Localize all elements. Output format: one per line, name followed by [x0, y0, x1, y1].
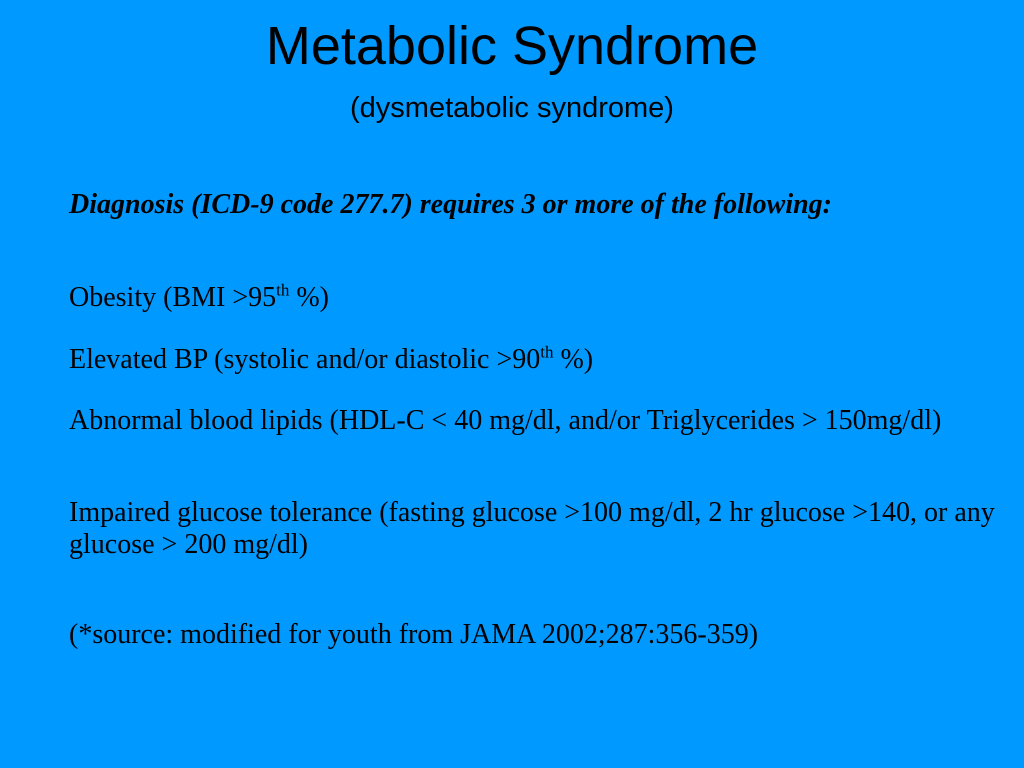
criterion-bp-text: Elevated BP (systolic and/or diastolic >90	[69, 344, 541, 375]
criterion-bp-superscript: th	[540, 342, 554, 362]
criterion-bp-suffix: %)	[553, 344, 594, 375]
criterion-obesity-text: Obesity (BMI >95	[69, 282, 277, 313]
source-citation: (*source: modified for youth from JAMA 2002;287:356-359)	[69, 619, 759, 650]
criterion-obesity-suffix: %)	[289, 282, 330, 313]
criterion-blood-lipids: Abnormal blood lipids (HDL-C < 40 mg/dl, and/or Triglycerides > 150mg/dl)	[69, 405, 942, 436]
criterion-obesity-superscript: th	[276, 280, 290, 300]
slide-subtitle: (dysmetabolic syndrome)	[350, 92, 674, 124]
criterion-obesity	[69, 282, 999, 314]
slide-title: Metabolic Syndrome	[265, 16, 759, 76]
diagnosis-heading: Diagnosis (ICD-9 code 277.7) requires 3 or more of the following:	[69, 189, 832, 220]
criterion-blood-pressure	[69, 344, 999, 376]
criterion-glucose-tolerance: Impaired glucose tolerance (fasting glucose >100 mg/dl, 2 hr glucose >140, or any glucose > 200 mg/dl)	[69, 497, 995, 560]
